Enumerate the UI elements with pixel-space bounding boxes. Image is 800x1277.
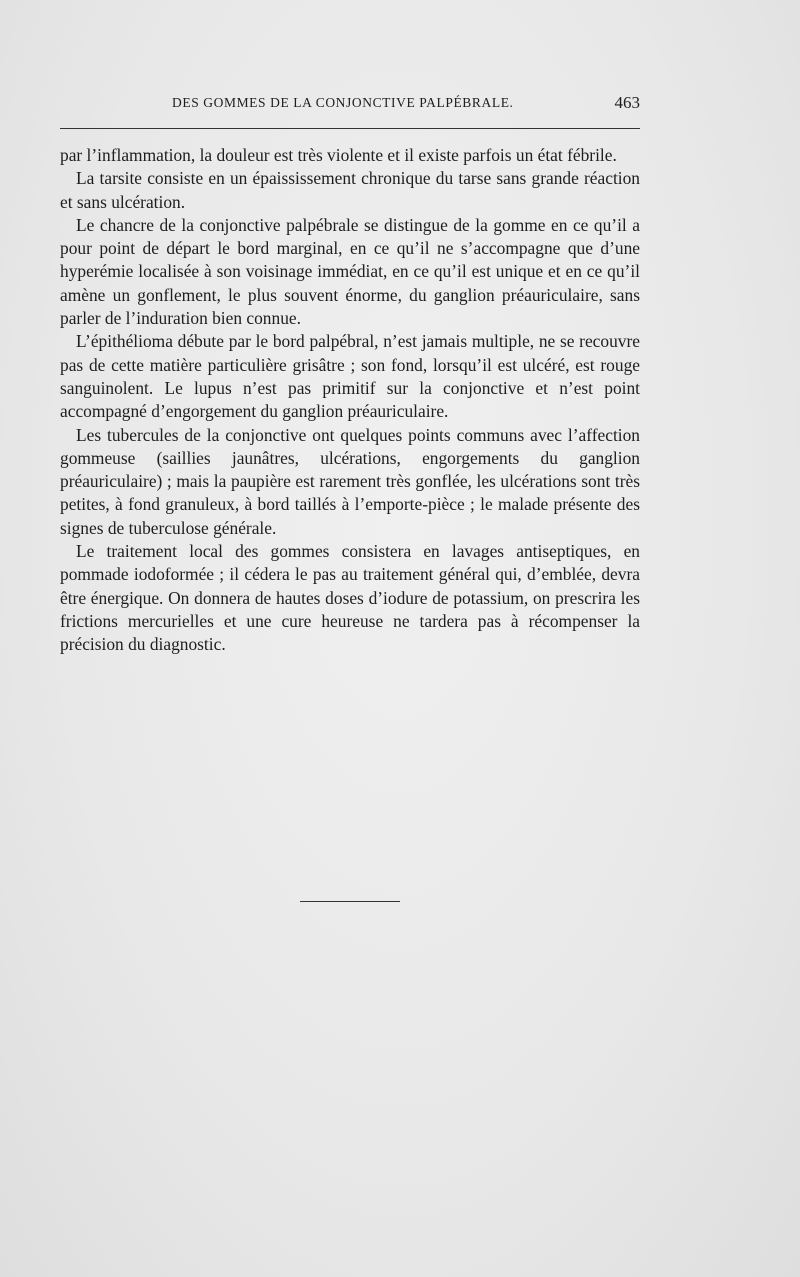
page-number: 463 xyxy=(614,93,640,112)
section-end-rule xyxy=(300,901,400,902)
body-text xyxy=(60,144,640,657)
header-rule xyxy=(60,128,640,129)
paragraph-chancre: Le chancre de la conjonctive palpébrale se distingue de la gomme en ce qu’il a pour point de départ le bord marginal, en ce qu’il ne s’accompagne que d’une hyperémie localisée à son voisinage immédiat, en ce qu’il est unique et en ce qu’il amène un gonflement, le plus souvent énorme, du ganglion préauriculaire, sans parler de l’induration bien connue. xyxy=(60,214,640,329)
paragraph-tarsite: La tarsite consiste en un épaississement chronique du tarse sans grande réaction et sans ulcération. xyxy=(60,168,640,212)
running-title: DES GOMMES DE LA CONJONCTIVE PALPÉBRALE. xyxy=(172,95,514,110)
paragraph-tubercules: Les tubercules de la conjonctive ont quelques points communs avec l’affection gommeuse (saillies jaunâtres, ulcérations, engorgements du ganglion préauriculaire) ; mais la paupière est rarement très gonflée, les ulcérations sont très petites, à fond granuleux, à bord taillés à l’emporte-pièce ; le malade présente des signes de tuberculose générale. xyxy=(60,424,640,538)
paragraph-continuation: par l’inflammation, la douleur est très violente et il existe parfois un état fébrile. xyxy=(60,145,617,165)
page-header xyxy=(60,93,640,117)
paragraph-traitement: Le traitement local des gommes consistera en lavages antiseptiques, en pommade iodoformée ; il cédera le pas au traitement général qui, d’emblée, devra être énergique. On donnera de hautes doses d’iodure de potassium, on prescrira les frictions mercurielles et une cure heureuse ne tardera pas à récompenser la précision du diagnostic. xyxy=(60,541,640,655)
paragraph-epithelioma: L’épithélioma débute par le bord palpébral, n’est jamais multiple, ne se recouvre pas de cette matière particulière grisâtre ; son fond, lorsqu’il est ulcéré, est rouge sanguinolent. Le lupus n’est pas primitif sur la conjonctive et n’est point accompagné d’engorgement du ganglion préauriculaire. xyxy=(60,331,640,422)
